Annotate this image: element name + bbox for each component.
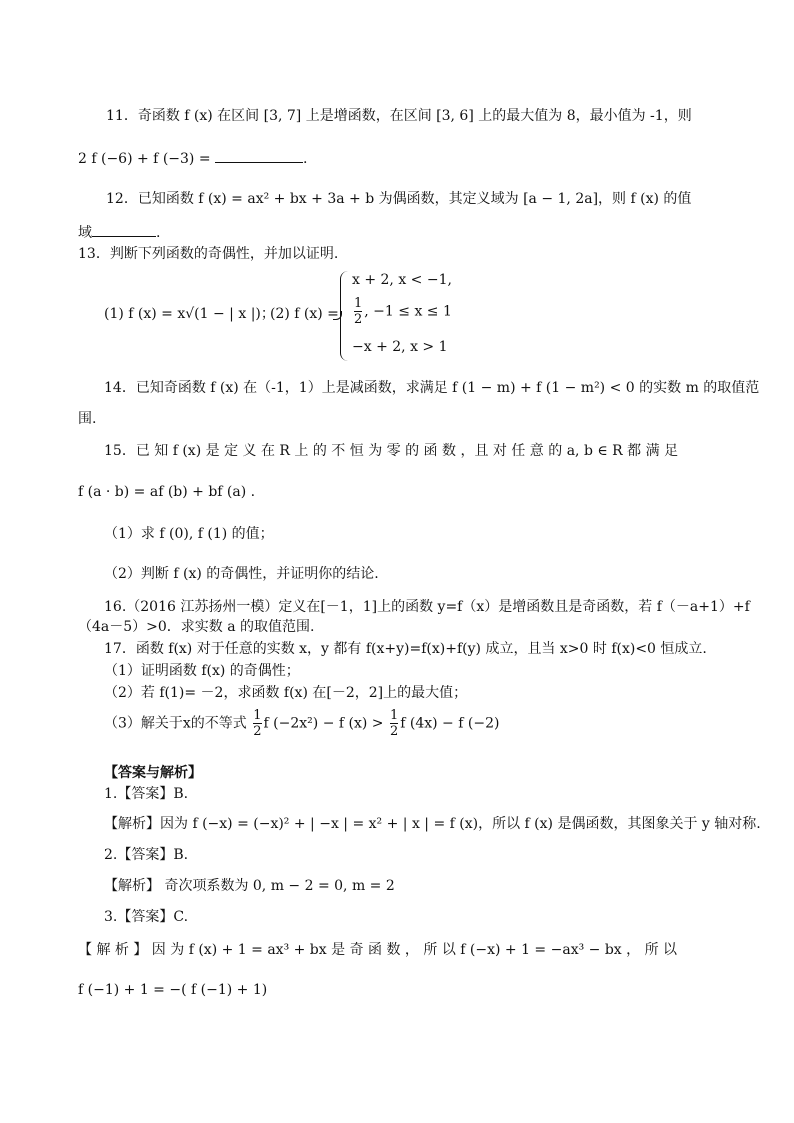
q17-fraction-left-den: 2 (253, 724, 262, 739)
q13-case1: x + 2, x < −1, (352, 272, 452, 288)
q13-part2-label: (2) f (x) = (270, 306, 339, 322)
q13-case2-numerator: 1 (354, 296, 363, 311)
q17-sub3-end: f (4x) − f (−2) (400, 715, 500, 732)
q12-domain-label: 域 (78, 225, 92, 241)
q17-sub3 (104, 708, 499, 739)
q12-end: . (156, 225, 161, 241)
q13-case2-condition: , −1 ≤ x ≤ 1 (364, 303, 452, 320)
q17-sub3-middle: f (−2x²) − f (x) > (263, 715, 384, 732)
q13-part1: (1) f (x) = x√(1 − | x |)； (104, 306, 275, 322)
q17-fraction-right-den: 2 (389, 724, 399, 739)
q13-case2-denominator: 2 (354, 312, 363, 327)
q12-line1: 12．已知函数 f (x) = ax² + bx + 3a + b 为偶函数，其定义域为 [a − 1, 2a]，则 f (x) 的值 (106, 191, 692, 207)
answers-header: 【答案与解析】 (104, 765, 202, 781)
q13-case2-fraction (354, 296, 362, 327)
explanation-3: 【 解 析 】 因 为 f (x) + 1 = ax³ + bx 是 奇 函 数 ， 所 以 f (−x) + 1 = −ax³ − bx ， 所 以 (78, 942, 678, 958)
q15-line2: f (a · b) = af (b) + bf (a) . (78, 484, 256, 500)
q13-title: 13．判断下列函数的奇偶性，并加以证明. (78, 246, 339, 262)
q13-case2 (352, 296, 452, 327)
q17-sub1: （1）证明函数 f(x) 的奇偶性； (104, 663, 300, 679)
q16-line1: 16.（2016 江苏扬州一模）定义在[－1，1]上的函数 y=f（x）是增函数且是奇函数，若 f（－a+1）+f (104, 599, 750, 615)
q12-answer-blank (92, 222, 156, 237)
q17-line1: 17．函数 f(x) 对于任意的实数 x，y 都有 f(x+y)=f(x)+f(y) 成立，且当 x>0 时 f(x)<0 恒成立. (104, 641, 707, 657)
piecewise-brace (340, 271, 351, 361)
q11-line2 (78, 148, 307, 169)
q11-answer-blank (215, 148, 303, 163)
q14-line1: 14．已知奇函数 f (x) 在（-1，1）上是减函数，求满足 f (1 − m) + f (1 − m²) < 0 的实数 m 的取值范 (104, 380, 760, 396)
q17-fraction-right (390, 708, 398, 739)
q11-line1: 11．奇函数 f (x) 在区间 [3, 7] 上是增函数，在区间 [3, 6] 上的最大值为 8，最小值为 -1，则 (106, 108, 692, 124)
explanation-2: 【解析】 奇次项系数为 0, m − 2 = 0, m = 2 (104, 878, 395, 894)
q17-fraction-left (253, 708, 261, 739)
q17-fraction-left-num: 1 (253, 708, 262, 723)
q15-line1: 15．已 知 f (x) 是 定 义 在 R 上 的 不 恒 为 零 的 函 数 ，且 对 任 意 的 a, b ∈ R 都 满 足 (104, 443, 679, 459)
q11-end: . (303, 151, 308, 167)
q15-sub1: （1）求 f (0), f (1) 的值； (104, 526, 274, 542)
answer-3: 3.【答案】C. (104, 909, 189, 925)
q11-expression: 2 f (−6) + f (−3) = (78, 151, 211, 167)
q16-line2: （4a－5）>0．求实数 a 的取值范围. (78, 619, 315, 635)
q17-fraction-right-num: 1 (389, 708, 399, 723)
q13-case3: −x + 2, x > 1 (352, 339, 448, 355)
q12-line2 (78, 222, 160, 243)
q17-sub3-prefix: （3）解关于x的不等式 (104, 715, 247, 732)
answer-2: 2.【答案】B. (104, 847, 189, 863)
q15-sub2: （2）判断 f (x) 的奇偶性，并证明你的结论. (104, 566, 379, 582)
q17-sub2: （2）若 f(1)= －2，求函数 f(x) 在[－2，2]上的最大值； (104, 685, 468, 701)
explanation-3-continued: f (−1) + 1 = −( f (−1) + 1) (78, 982, 268, 998)
answer-1: 1.【答案】B. (104, 786, 189, 802)
explanation-1: 【解析】因为 f (−x) = (−x)² + | −x | = x² + | x | = f (x)，所以 f (x) 是偶函数，其图象关于 y 轴对称. (104, 816, 761, 832)
q14-line2: 围. (78, 411, 97, 427)
